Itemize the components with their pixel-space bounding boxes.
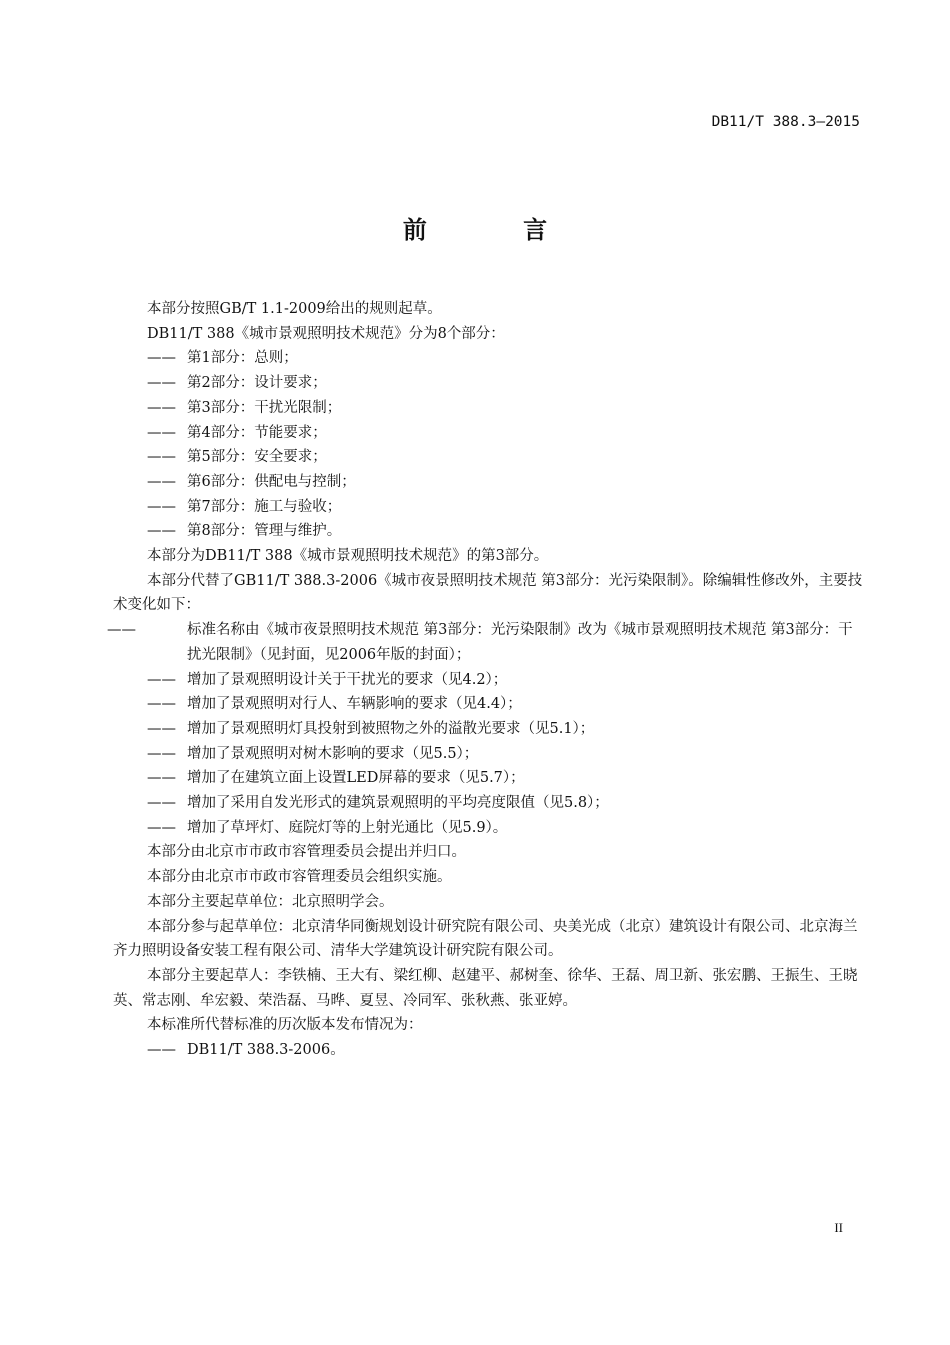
paragraph: 本部分由北京市市政市容管理委员会提出并归口。 [147,844,466,861]
page-number: II [834,1220,843,1235]
document-body [107,297,865,1063]
paragraph: DB11/T 388《城市景观照明技术规范》分为8个部分： [147,325,505,342]
list-item: —— 增加了草坪灯、庭院灯等的上射光通比（见5.9）。 [147,819,508,836]
list-item: —— 第3部分：干扰光限制； [147,399,342,416]
paragraph: 本部分代替了GB11/T 388.3-2006《城市夜景照明技术规范 第3部分：光污染限制》。除编辑性修改外，主要技术变化如下： [113,572,863,614]
list-item: —— 增加了在建筑立面上设置LED屏幕的要求（见5.7）； [147,770,525,787]
list-item: —— 增加了景观照明对树木影响的要求（见5.5）； [147,745,479,762]
list-item: —— 第4部分：节能要求； [147,424,327,441]
list-item: —— 第2部分：设计要求； [147,375,327,392]
list-item: —— 第6部分：供配电与控制； [147,473,356,490]
list-item: —— 第5部分：安全要求； [147,449,327,466]
list-item: —— 增加了景观照明对行人、车辆影响的要求（见4.4）； [147,696,522,713]
list-item: —— 增加了景观照明设计关于干扰光的要求（见4.2）； [147,671,508,688]
list-item: —— 第8部分：管理与维护。 [147,523,342,540]
paragraph: 本部分为DB11/T 388《城市景观照明技术规范》的第3部分。 [147,548,549,565]
paragraph: 本标准所代替标准的历次版本发布情况为： [147,1017,423,1034]
list-item: —— DB11/T 388.3-2006。 [147,1042,345,1059]
standard-code: DB11/T 388.3—2015 [711,114,860,130]
list-item: —— 增加了景观照明灯具投射到被照物之外的溢散光要求（见5.1）； [147,720,595,737]
list-item: —— 增加了采用自发光形式的建筑景观照明的平均亮度限值（见5.8）； [147,795,609,812]
list-item: —— 标准名称由《城市夜景照明技术规范 第3部分：光污染限制》改为《城市景观照明技术规范 第3部分：干扰光限制》（见封面，见2006年版的封面）； [107,622,853,663]
list-item: —— 第7部分：施工与验收； [147,498,342,515]
paragraph: 本部分主要起草单位：北京照明学会。 [147,893,394,910]
list-item: —— 第1部分：总则； [147,350,298,367]
paragraph: 本部分主要起草人：李铁楠、王大有、梁红柳、赵建平、郝树奎、徐华、王磊、周卫新、张宏鹏、王振生、王晓英、常志刚、牟宏毅、荣浩磊、马晔、夏昱、冷同军、张秋燕、张亚婷。 [113,967,858,1009]
paragraph: 本部分按照GB/T 1.1-2009给出的规则起草。 [147,301,442,317]
paragraph: 本部分参与起草单位：北京清华同衡规划设计研究院有限公司、央美光成（北京）建筑设计有限公司、北京海兰齐力照明设备安装工程有限公司、清华大学建筑设计研究院有限公司。 [113,918,858,960]
paragraph: 本部分由北京市市政市容管理委员会组织实施。 [147,869,452,886]
page-title: 前 言 [402,216,592,244]
